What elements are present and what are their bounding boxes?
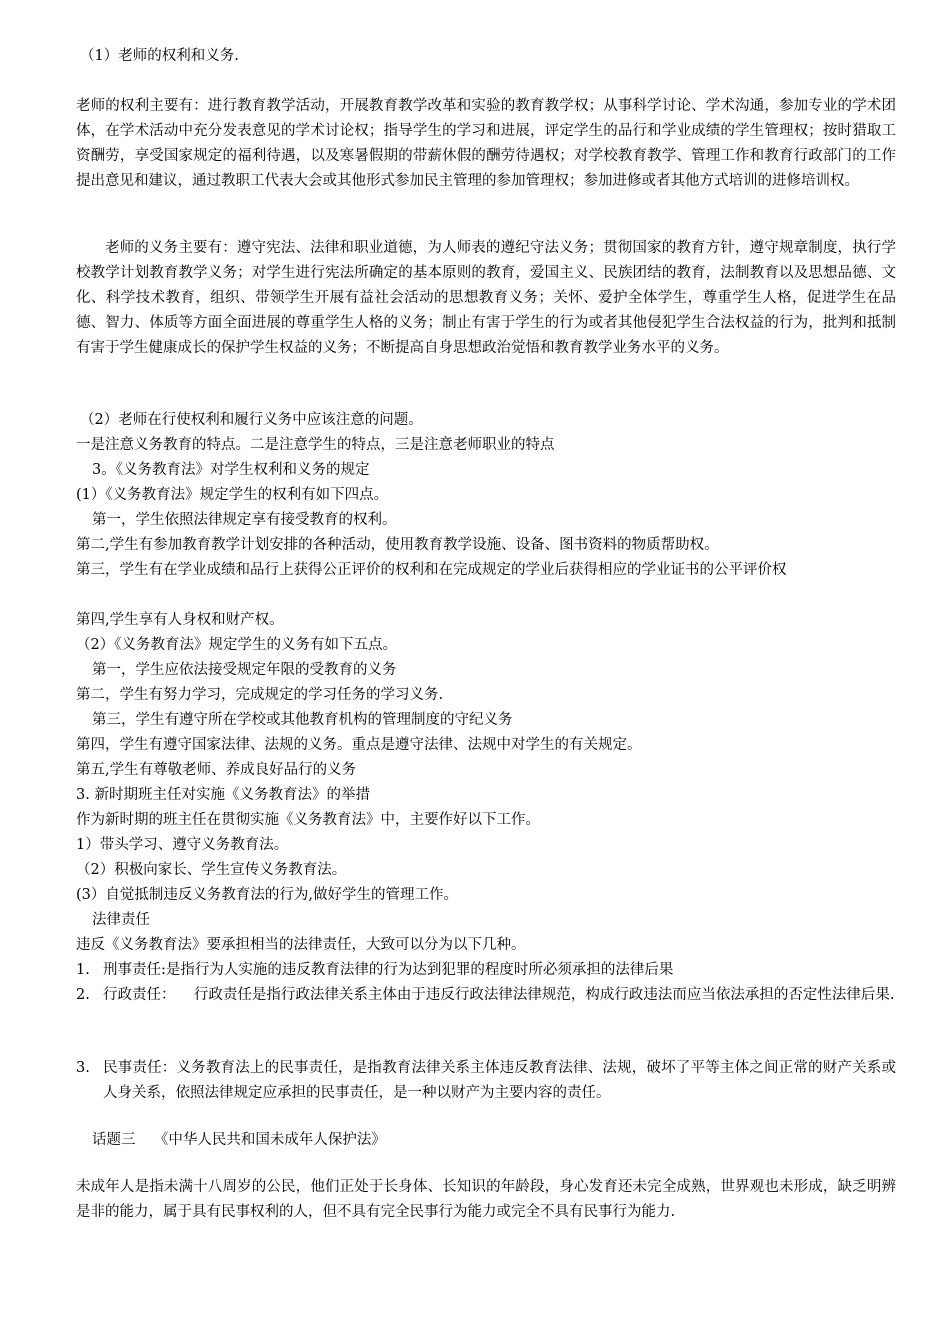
teacher-rights-paragraph: 老师的权利主要有：进行教育教学活动，开展教育教学改革和实验的教育教学权；从事科学讨论、学术沟通，参加专业的学术团体，在学术活动中充分发表意见的学术讨论权；指导学生的学习和进展，评定学生的品行和学业成绩的学生管理权；按时猎取工资酬劳，享受国家规定的福利待遇，以及寒暑假期的带薪休假的酬劳待遇权；对学校教育教学、管理工作和教育行政部门的工作提出意见和建议，通过教职工代表大会或其他形式参加民主管理的参加管理权；参加进修或者其他方式培训的进修培训权。 (76, 98, 896, 189)
list-item: 第五,学生有尊敬老师、养成良好品行的义务 (76, 762, 357, 778)
text-line: 违反《义务教育法》要承担相当的法律责任，大致可以分为以下几种。 (76, 937, 526, 953)
minor-definition-paragraph: 未成年人是指未满十八周岁的公民，他们正处于长身体、长知识的年龄段，身心发育还未完全成熟，世界观也未形成，缺乏明辨是非的能力，属于具有民事权利的人，但不具有完全民事行为能力或完全不具有民事行为能力. (76, 1179, 896, 1220)
list-item: 第三，学生有遵守所在学校或其他教育机构的管理制度的守纪义务 (92, 712, 513, 728)
list-item: 第一，学生应依法接受规定年限的受教育的义务 (92, 662, 397, 678)
list-item: 第二,学生有参加教育教学计划安排的各种活动，使用教育教学设施、设备、图书资料的物质帮助权。 (76, 537, 719, 553)
subheading-student-duties: （2）《义务教育法》规定学生的义务有如下五点。 (76, 637, 397, 653)
list-item: 第三，学生有在学业成绩和品行上获得公正评价的权利和在完成规定的学业后获得相应的学业证书的公平评价权 (76, 562, 787, 578)
teacher-duties-paragraph: 老师的义务主要有：遵守宪法、法律和职业道德，为人师表的遵纪守法义务；贯彻国家的教育方针，遵守规章制度，执行学校教学计划教育教学义务；对学生进行宪法所确定的基本原则的教育，爱国主义、民族团结的教育，法制教育以及思想品德、文化、科学技术教育，组织、带领学生开展有益社会活动的思想教育义务；关怀、爱护全体学生，尊重学生人格，促进学生在品德、智力、体质等方面全面进展的尊重学生人格的义务；制止有害于学生的行为或者其他侵犯学生合法权益的行为，批判和抵制有害于学生健康成长的保护学生权益的义务；不断提高自身思想政治觉悟和教育教学业务水平的义务。 (76, 240, 896, 356)
subheading-student-rights: (1）《义务教育法》规定学生的权利有如下四点。 (76, 487, 389, 503)
list-item-administrative-liability: 行政责任： 行政责任是指行政法律关系主体由于违反行政法律法律规范，构成行政违法而应当依法承担的否定性法律后果. (103, 987, 895, 1003)
subheading-legal-liability: 法律责任 (92, 912, 150, 928)
text-line: 作为新时期的班主任在贯彻实施《义务教育法》中，主要作好以下工作。 (76, 812, 540, 828)
list-item: （2）积极向家长、学生宣传义务教育法。 (76, 862, 347, 878)
section-heading-exercise-rights: （2）老师在行使权利和履行义务中应该注意的问题。 (80, 412, 423, 428)
list-item: (3）自觉抵制违反义务教育法的行为,做好学生的管理工作。 (76, 887, 458, 903)
section-heading-measures: 3. 新时期班主任对实施《义务教育法》的举措 (76, 787, 370, 803)
section-heading-teacher-rights-duties: （1）老师的权利和义务. (80, 48, 239, 64)
section-heading-student-rights-duties: 3。《义务教育法》对学生权利和义务的规定 (92, 462, 370, 478)
list-item: 第四,学生享有人身权和财产权。 (76, 612, 284, 628)
list-number: 3. (76, 1060, 90, 1076)
list-item: 第一，学生依照法律规定享有接受教育的权利。 (92, 512, 397, 528)
text-line: 一是注意义务教育的特点。二是注意学生的特点，三是注意老师职业的特点 (76, 437, 555, 453)
topic-heading-minor-protection-law: 话题三 《中华人民共和国未成年人保护法》 (92, 1132, 386, 1148)
list-number: 2. (76, 987, 90, 1003)
list-number: 1. (76, 962, 90, 978)
list-item: 1）带头学习、遵守义务教育法。 (76, 837, 289, 853)
list-item: 第二，学生有努力学习，完成规定的学习任务的学习义务. (76, 687, 444, 703)
list-item-civil-liability: 民事责任：义务教育法上的民事责任，是指教育法律关系主体违反教育法律、法规，破坏了平等主体之间正常的财产关系或人身关系，依照法律规定应承担的民事责任，是一种以财产为主要内容的责任。 (103, 1060, 896, 1101)
list-item: 第四，学生有遵守国家法律、法规的义务。重点是遵守法律、法规中对学生的有关规定。 (76, 737, 642, 753)
list-item-criminal-liability: 刑事责任:是指行为人实施的违反教育法律的行为达到犯罪的程度时所必须承担的法律后果 (103, 962, 674, 978)
